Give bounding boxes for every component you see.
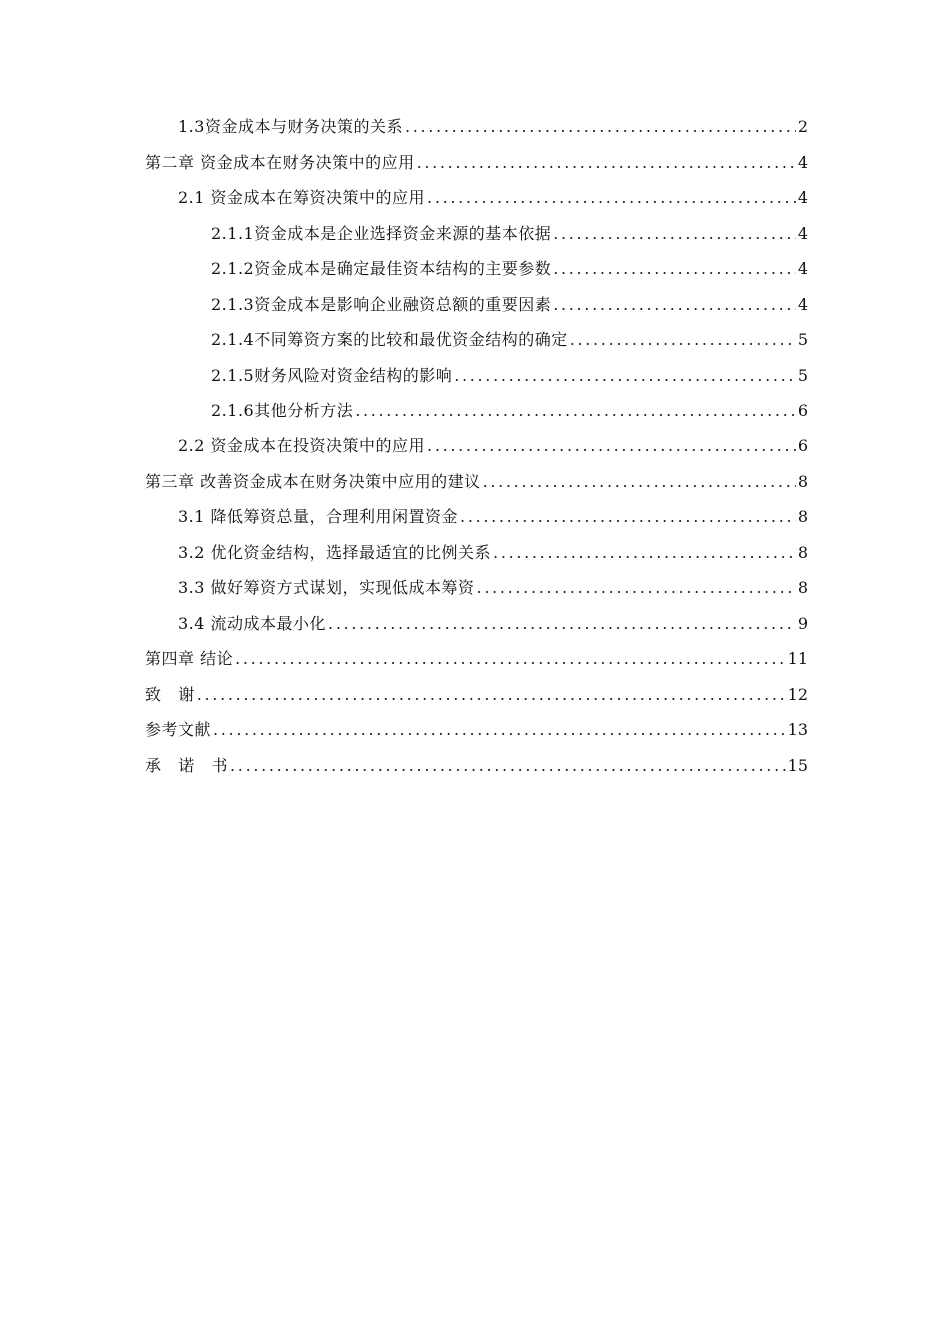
toc-entry[interactable] xyxy=(211,219,808,249)
toc-entry[interactable] xyxy=(178,183,808,213)
toc-entry-page: 8 xyxy=(797,578,808,597)
toc-entry-page: 9 xyxy=(797,614,808,633)
toc-entry-page: 6 xyxy=(797,401,808,420)
toc-entry-page: 5 xyxy=(797,366,808,385)
toc-entry-page: 5 xyxy=(797,330,808,349)
toc-entry-title: 2.2 资金成本在投资决策中的应用 xyxy=(178,436,426,455)
toc-entry-page: 6 xyxy=(797,436,808,455)
toc-entry-title: 参考文献 xyxy=(145,720,212,739)
toc-entry[interactable] xyxy=(211,396,808,426)
toc-entry-title: 致 谢 xyxy=(145,685,195,704)
toc-entry[interactable] xyxy=(178,573,808,603)
toc-entry-title: 2.1.4不同筹资方案的比较和最优资金结构的确定 xyxy=(211,330,568,349)
toc-entry[interactable] xyxy=(145,644,808,674)
toc-entry-page: 4 xyxy=(797,259,808,278)
toc-entry-title: 第四章 结论 xyxy=(145,649,234,668)
toc-dot-leader xyxy=(197,680,786,710)
toc-entry-title: 3.3 做好筹资方式谋划，实现低成本筹资 xyxy=(178,578,475,597)
toc-entry[interactable] xyxy=(145,148,808,178)
toc-entry-title: 2.1.3资金成本是影响企业融资总额的重要因素 xyxy=(211,295,552,314)
toc-dot-leader xyxy=(553,254,796,284)
toc-dot-leader xyxy=(454,361,796,391)
toc-entry[interactable] xyxy=(178,502,808,532)
toc-entry-page: 4 xyxy=(797,295,808,314)
toc-entry[interactable] xyxy=(178,431,808,461)
toc-entry-title: 第三章 改善资金成本在财务决策中应用的建议 xyxy=(145,472,481,491)
toc-entry-title: 2.1.6其他分析方法 xyxy=(211,401,354,420)
toc-entry-title: 2.1 资金成本在筹资决策中的应用 xyxy=(178,188,426,207)
toc-entry[interactable] xyxy=(211,361,808,391)
toc-entry-page: 8 xyxy=(797,543,808,562)
toc-dot-leader xyxy=(460,502,796,532)
toc-entry[interactable] xyxy=(211,325,808,355)
toc-entry-title: 2.1.5财务风险对资金结构的影响 xyxy=(211,366,453,385)
toc-entry-page: 15 xyxy=(787,756,808,775)
toc-entry[interactable] xyxy=(178,538,808,568)
toc-dot-leader xyxy=(417,148,796,178)
toc-entry[interactable] xyxy=(145,715,808,745)
toc-dot-leader xyxy=(427,431,796,461)
toc-entry[interactable] xyxy=(145,680,808,710)
toc-entry-page: 11 xyxy=(787,649,808,668)
toc-entry-page: 12 xyxy=(787,685,808,704)
toc-entry[interactable] xyxy=(211,290,808,320)
toc-entry-title: 2.1.1资金成本是企业选择资金来源的基本依据 xyxy=(211,224,552,243)
toc-dot-leader xyxy=(570,325,796,355)
toc-dot-leader xyxy=(553,219,796,249)
toc-entry[interactable] xyxy=(145,467,808,497)
toc-dot-leader xyxy=(405,112,796,142)
toc-entry[interactable] xyxy=(211,254,808,284)
toc-entry-page: 8 xyxy=(797,472,808,491)
toc-entry-page: 13 xyxy=(787,720,808,739)
toc-dot-leader xyxy=(493,538,796,568)
toc-dot-leader xyxy=(213,715,786,745)
toc-entry-page: 4 xyxy=(797,224,808,243)
toc-entry[interactable] xyxy=(178,609,808,639)
toc-entry-title: 承 诺 书 xyxy=(145,756,229,775)
toc-entry-page: 2 xyxy=(797,117,808,136)
toc-entry-title: 3.2 优化资金结构，选择最适宜的比例关系 xyxy=(178,543,492,562)
toc-entry[interactable] xyxy=(145,751,808,781)
toc-entry-page: 4 xyxy=(797,153,808,172)
toc-dot-leader xyxy=(427,183,796,213)
toc-dot-leader xyxy=(355,396,796,426)
toc-dot-leader xyxy=(235,644,786,674)
toc-dot-leader xyxy=(553,290,796,320)
toc-dot-leader xyxy=(477,573,796,603)
toc-entry[interactable] xyxy=(178,112,808,142)
toc-entry-title: 3.1 降低筹资总量，合理利用闲置资金 xyxy=(178,507,459,526)
toc-dot-leader xyxy=(230,751,786,781)
toc-entry-page: 8 xyxy=(797,507,808,526)
toc-entry-title: 1.3资金成本与财务决策的关系 xyxy=(178,117,403,136)
toc-entry-title: 3.4 流动成本最小化 xyxy=(178,614,327,633)
toc-entry-title: 第二章 资金成本在财务决策中的应用 xyxy=(145,153,415,172)
toc-dot-leader xyxy=(328,609,796,639)
toc-entry-title: 2.1.2资金成本是确定最佳资本结构的主要参数 xyxy=(211,259,552,278)
toc-entry-page: 4 xyxy=(797,188,808,207)
toc-dot-leader xyxy=(483,467,796,497)
